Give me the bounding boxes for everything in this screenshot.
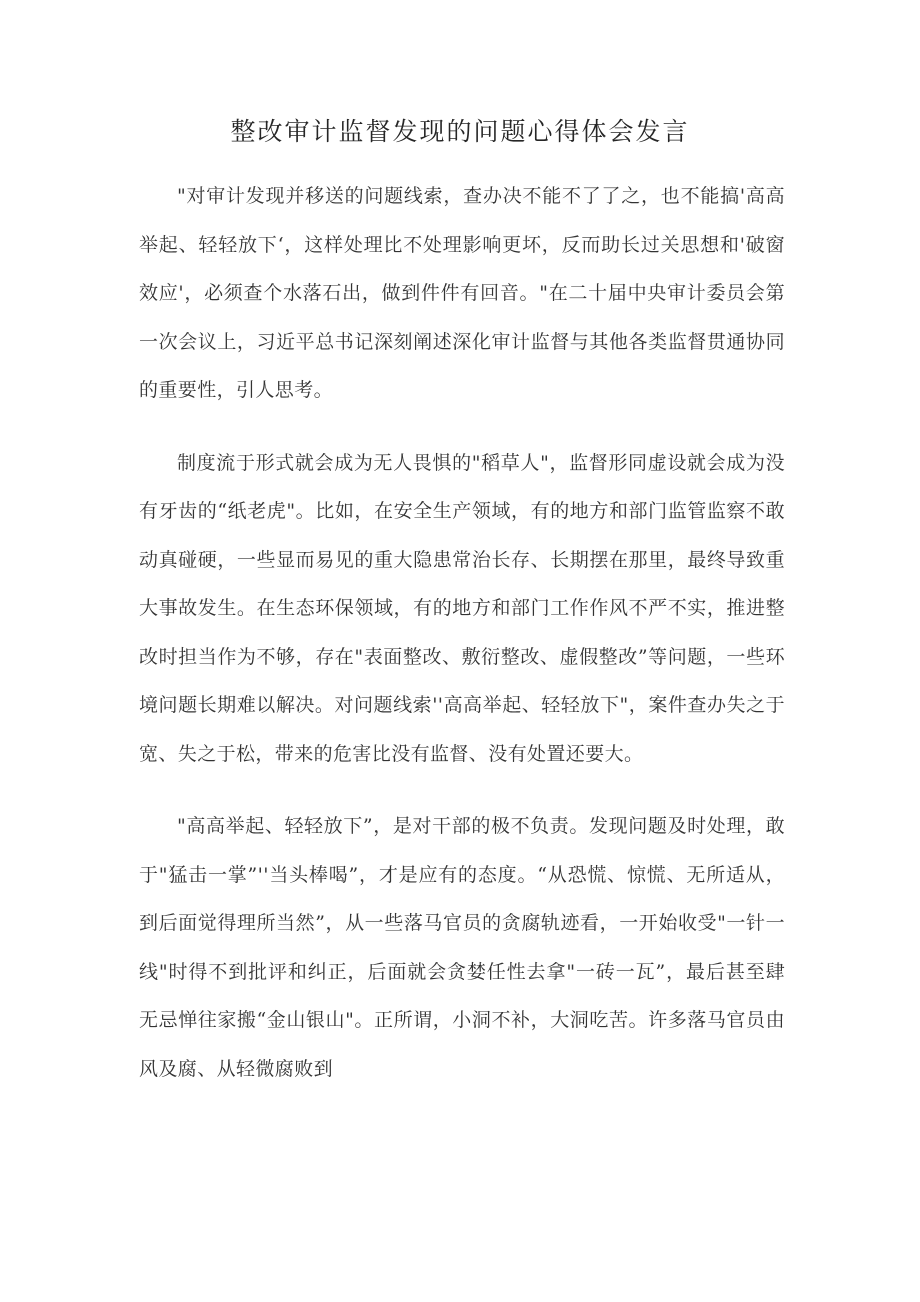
paragraph: 制度流于形式就会成为无人畏惧的"稻草人"，监督形同虚设就会成为没有牙齿的“纸老虎"。比如，在安全生产领域，有的地方和部门监管监察不敢动真碰硬，一些显而易见的重大隐患常治长存、长期摆在那里，最终导致重大事故发生。在生态环保领域，有的地方和部门工作作风不严不实，推进整改时担当作为不够，存在"表面整改、敷衍整改、虚假整改”等问题，一些环境问题长期难以解决。对问题线索''高高举起、轻轻放下"，案件查办失之于宽、失之于松，带来的危害比没有监督、没有处置还要大。 bbox=[139, 451, 785, 765]
paragraph: "对审计发现并移送的问题线索，查办决不能不了了之，也不能搞'高高举起、轻轻放下‘，这样处理比不处理影响更坏，反而助长过关思想和'破窗效应'，必须查个水落石出，做到件件有回音。"在二十届中央审计委员会第一次会议上，习近平总书记深刻阐述深化审计监督与其他各类监督贯通协同的重要性，引人思考。 bbox=[139, 185, 785, 401]
document-body bbox=[139, 172, 785, 1117]
paragraph: "高高举起、轻轻放下”，是对干部的极不负责。发现问题及时处理，敢于"猛击一掌”''当头棒喝”，才是应有的态度。“从恐慌、惊慌、无所适从，到后面觉得理所当然”，从一些落马官员的贪腐轨迹看，一开始收受"一针一线"时得不到批评和纠正，后面就会贪婪任性去拿"一砖一瓦”，最后甚至肆无忌惮往家搬“金山银山"。正所谓，小洞不补，大洞吃苦。许多落马官员由风及腐、从轻微腐败到 bbox=[139, 815, 785, 1080]
document-title: 整改审计监督发现的问题心得体会发言 bbox=[230, 117, 690, 146]
